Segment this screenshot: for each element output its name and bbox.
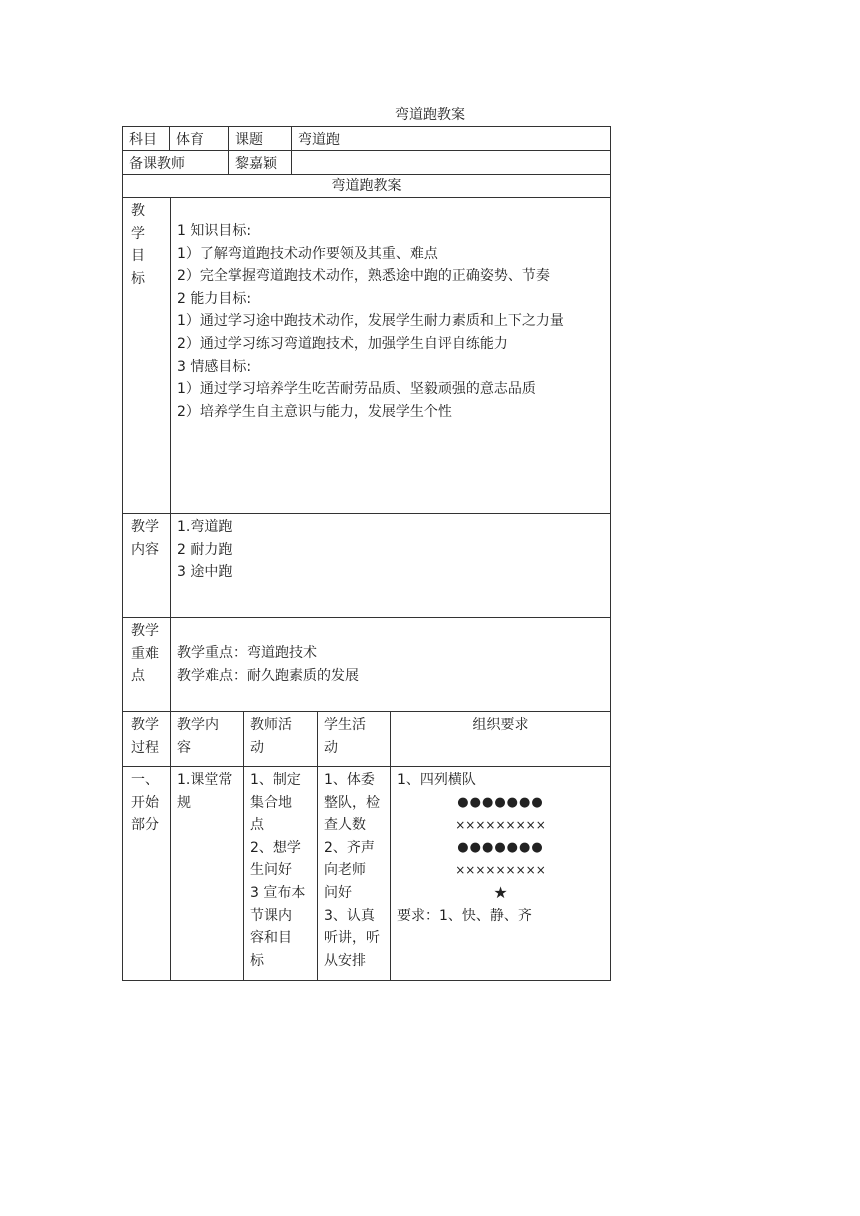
start-content-line: 规: [177, 794, 191, 811]
col-student-header-line: 学生活: [324, 717, 366, 733]
objectives-label-char: 标: [131, 270, 145, 287]
teacher-activity-line: 点: [250, 817, 264, 834]
student-cross-row: ×××××××××: [455, 818, 546, 833]
content-label-line: 教学: [131, 519, 159, 535]
col-student-header-line: 动: [324, 739, 338, 756]
subject-value-cell: [170, 127, 229, 151]
difficulty-label-line: 点: [131, 668, 145, 685]
student-activity-line: 整队，检: [324, 794, 380, 811]
col-teacher-header-line: 教师活: [250, 717, 292, 733]
start-teacher-cell: [244, 767, 318, 981]
objective-line: 2）完全掌握弯道跑技术动作，熟悉途中跑的正确姿势、节奏: [177, 268, 550, 285]
col-content-header: [171, 712, 244, 767]
objectives-label-cell: [123, 198, 171, 514]
banner-cell: [123, 175, 611, 198]
teacher-star-icon: ★: [493, 882, 508, 902]
difficulty-label-line: 教学: [131, 623, 159, 639]
difficulty-line: 教学难点：耐久跑素质的发展: [177, 667, 359, 684]
teacher-activity-line: 标: [250, 952, 264, 969]
student-activity-line: 查人数: [324, 817, 366, 834]
col-org-header-text: 组织要求: [472, 717, 529, 733]
process-label-line: 过程: [131, 739, 159, 756]
student-activity-line: 问好: [324, 884, 352, 901]
content-line: 1.弯道跑: [177, 519, 233, 535]
col-student-header: [318, 712, 391, 767]
difficulty-body-cell: [171, 618, 611, 712]
topic-value: 弯道跑: [298, 132, 340, 148]
student-activity-line: 3、认真: [324, 907, 375, 924]
teacher-activity-line: 节课内: [250, 907, 292, 924]
objectives-body-cell: [171, 198, 611, 514]
student-dot-row: ●●●●●●●: [457, 839, 544, 855]
content-body-cell: [171, 514, 611, 618]
start-org-cell: [391, 767, 611, 981]
start-part-label-line: 部分: [131, 817, 159, 834]
teacher-activity-line: 2、想学: [250, 839, 301, 856]
subject-label-cell: [123, 127, 170, 151]
formation-diagram: [397, 792, 604, 905]
subject-value: 体育: [176, 132, 204, 148]
objectives-label-char: 教: [131, 203, 145, 219]
student-dot-row: ●●●●●●●: [457, 794, 544, 810]
teacher-activity-line: 生问好: [250, 862, 292, 879]
subject-label: 科目: [129, 132, 157, 148]
col-org-header: [391, 712, 611, 767]
content-label-line: 内容: [131, 541, 159, 558]
start-part-label-line: 一、: [131, 772, 159, 788]
start-part-label-cell: [123, 767, 171, 981]
objective-line: 2）通过学习练习弯道跑技术，加强学生自评自练能力: [177, 335, 508, 352]
org-requirement: 要求：1、快、静、齐: [397, 907, 532, 924]
objective-line: 1）了解弯道跑技术动作要领及其重、难点: [177, 245, 438, 262]
col-content-header-line: 容: [177, 739, 191, 756]
banner-title: 弯道跑教案: [331, 178, 402, 194]
topic-value-cell: [292, 127, 611, 151]
lesson-plan-table: [122, 126, 611, 981]
start-content-line: 1.课堂常: [177, 772, 233, 788]
content-line: 3 途中跑: [177, 564, 233, 581]
difficulty-line: 教学重点：弯道跑技术: [177, 645, 317, 661]
objective-line: 2）培养学生自主意识与能力，发展学生个性: [177, 403, 452, 420]
content-line: 2 耐力跑: [177, 541, 233, 558]
start-content-cell: [171, 767, 244, 981]
process-label-line: 教学: [131, 717, 159, 733]
teacher-label-cell: [123, 151, 229, 175]
student-activity-line: 2、齐声: [324, 839, 375, 856]
student-activity-line: 从安排: [324, 952, 366, 969]
difficulty-label-line: 重难: [131, 645, 159, 662]
org-heading: 1、四列横队: [397, 772, 476, 788]
objective-line: 3 情感目标:: [177, 358, 252, 375]
document-title: 弯道跑教案: [395, 107, 465, 123]
teacher-activity-line: 集合地: [250, 794, 292, 811]
topic-label-cell: [229, 127, 292, 151]
col-teacher-header-line: 动: [250, 739, 264, 756]
start-student-cell: [318, 767, 391, 981]
objectives-label-char: 学: [131, 225, 145, 242]
objective-line: 1）通过学习培养学生吃苦耐劳品质、坚毅顽强的意志品质: [177, 381, 536, 398]
teacher-activity-line: 1、制定: [250, 772, 301, 788]
teacher-label: 备课教师: [129, 156, 185, 172]
teacher-activity-line: 容和目: [250, 930, 292, 947]
start-part-label-line: 开始: [131, 794, 159, 811]
objective-line: 1）通过学习途中跑技术动作，发展学生耐力素质和上下之力量: [177, 313, 564, 330]
student-activity-line: 向老师: [324, 862, 366, 879]
teacher-empty-cell: [292, 151, 611, 175]
content-label-cell: [123, 514, 171, 618]
col-content-header-line: 教学内: [177, 717, 219, 733]
difficulty-label-cell: [123, 618, 171, 712]
topic-label: 课题: [235, 132, 263, 148]
objective-line: 2 能力目标:: [177, 290, 252, 307]
teacher-value: 黎嘉颖: [235, 156, 277, 172]
teacher-activity-line: 3 宣布本: [250, 884, 306, 901]
objectives-label-char: 目: [131, 248, 145, 265]
process-label-cell: [123, 712, 171, 767]
col-teacher-header: [244, 712, 318, 767]
student-cross-row: ×××××××××: [455, 863, 546, 878]
teacher-value-cell: [229, 151, 292, 175]
objective-line: 1 知识目标:: [177, 223, 252, 239]
student-activity-line: 听讲，听: [324, 930, 380, 947]
student-activity-line: 1、体委: [324, 772, 375, 788]
